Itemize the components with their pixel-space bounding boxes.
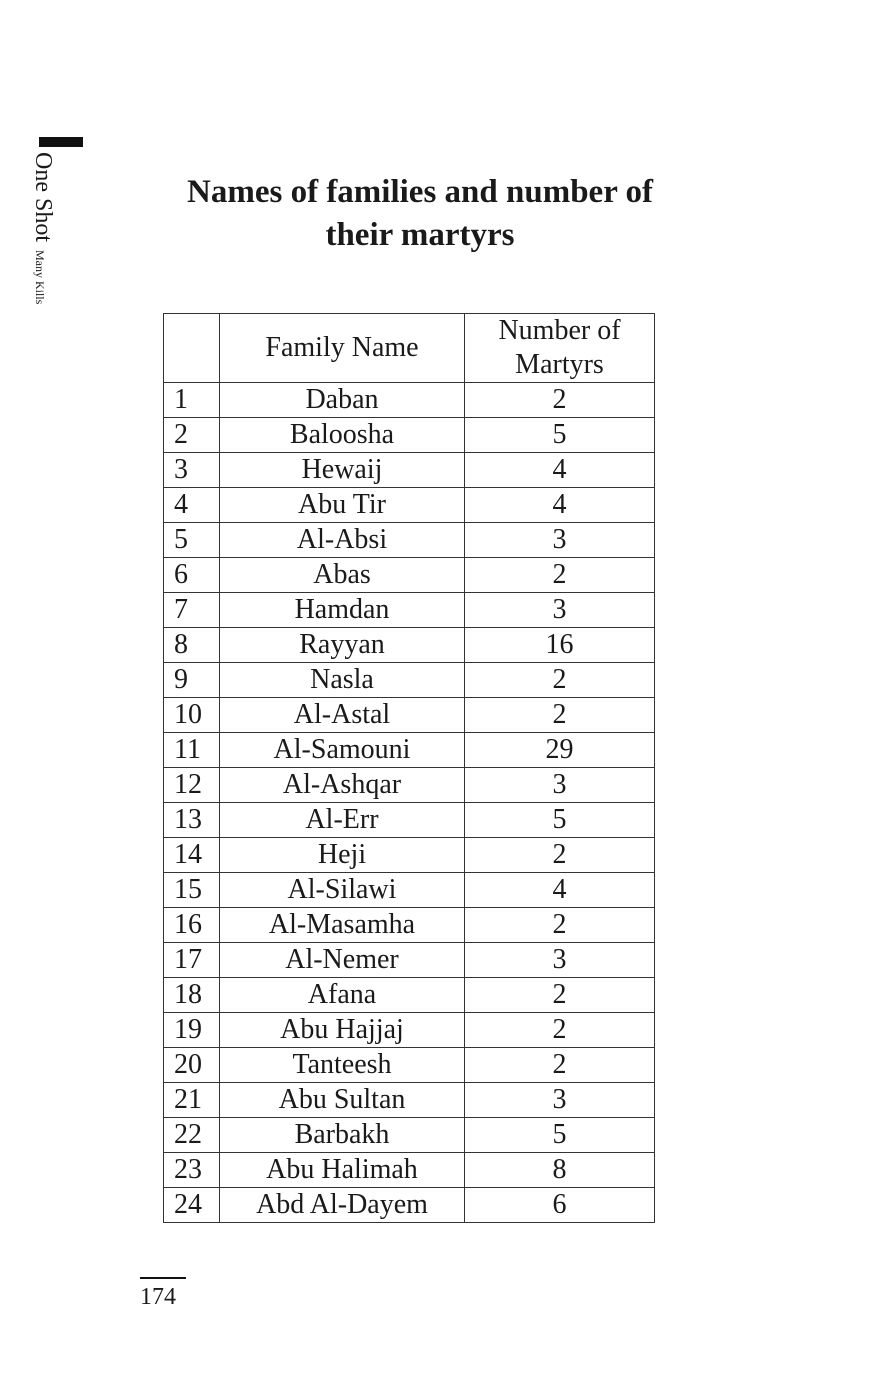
table-row xyxy=(164,383,655,418)
family-name-cell: Rayyan xyxy=(220,628,465,663)
family-name-cell: Al-Masamha xyxy=(220,908,465,943)
sidebar-book-title xyxy=(29,152,56,304)
table-row xyxy=(164,1153,655,1188)
family-name-cell: Al-Err xyxy=(220,803,465,838)
martyr-count-cell: 2 xyxy=(465,698,655,733)
table-row xyxy=(164,1013,655,1048)
row-index-cell: 13 xyxy=(164,803,220,838)
martyr-count-cell: 3 xyxy=(465,1083,655,1118)
family-name-cell: Al-Silawi xyxy=(220,873,465,908)
family-name-cell: Barbakh xyxy=(220,1118,465,1153)
page-title xyxy=(150,171,690,257)
martyr-count-cell: 2 xyxy=(465,978,655,1013)
table-row xyxy=(164,873,655,908)
table-row xyxy=(164,453,655,488)
table-body xyxy=(164,383,655,1223)
book-subtitle: Many Kills xyxy=(33,250,47,305)
row-index-cell: 22 xyxy=(164,1118,220,1153)
family-name-cell: Daban xyxy=(220,383,465,418)
table-row xyxy=(164,908,655,943)
row-index-cell: 3 xyxy=(164,453,220,488)
family-name-cell: Abu Tir xyxy=(220,488,465,523)
row-index-cell: 1 xyxy=(164,383,220,418)
martyr-count-cell: 2 xyxy=(465,1048,655,1083)
header-number-of-martyrs xyxy=(465,314,655,383)
footer-rule xyxy=(140,1277,186,1279)
row-index-cell: 11 xyxy=(164,733,220,768)
table-row xyxy=(164,558,655,593)
row-index-cell: 6 xyxy=(164,558,220,593)
header-index xyxy=(164,314,220,383)
martyr-count-cell: 16 xyxy=(465,628,655,663)
table-row xyxy=(164,1083,655,1118)
header-count-line-1: Number of xyxy=(498,315,621,346)
row-index-cell: 15 xyxy=(164,873,220,908)
martyr-count-cell: 2 xyxy=(465,558,655,593)
table-row xyxy=(164,523,655,558)
table-row xyxy=(164,593,655,628)
row-index-cell: 18 xyxy=(164,978,220,1013)
table-row xyxy=(164,418,655,453)
martyr-count-cell: 5 xyxy=(465,803,655,838)
family-name-cell: Baloosha xyxy=(220,418,465,453)
family-name-cell: Al-Absi xyxy=(220,523,465,558)
martyr-count-cell: 6 xyxy=(465,1188,655,1223)
martyr-count-cell: 5 xyxy=(465,1118,655,1153)
table-header-row xyxy=(164,314,655,383)
martyr-count-cell: 4 xyxy=(465,488,655,523)
family-name-cell: Al-Samouni xyxy=(220,733,465,768)
page-title-line-1: Names of families and number of xyxy=(187,174,653,210)
martyr-count-cell: 2 xyxy=(465,663,655,698)
row-index-cell: 24 xyxy=(164,1188,220,1223)
row-index-cell: 8 xyxy=(164,628,220,663)
family-name-cell: Al-Nemer xyxy=(220,943,465,978)
family-name-cell: Abu Halimah xyxy=(220,1153,465,1188)
book-title: One Shot xyxy=(30,152,56,242)
row-index-cell: 4 xyxy=(164,488,220,523)
header-count-line-2: Martyrs xyxy=(515,349,604,380)
page-number: 174 xyxy=(140,1284,176,1310)
martyr-count-cell: 2 xyxy=(465,838,655,873)
table-row xyxy=(164,733,655,768)
table-row xyxy=(164,978,655,1013)
table-row xyxy=(164,768,655,803)
family-name-cell: Abu Hajjaj xyxy=(220,1013,465,1048)
martyr-count-cell: 3 xyxy=(465,523,655,558)
family-name-cell: Al-Ashqar xyxy=(220,768,465,803)
row-index-cell: 21 xyxy=(164,1083,220,1118)
row-index-cell: 23 xyxy=(164,1153,220,1188)
martyr-count-cell: 3 xyxy=(465,943,655,978)
row-index-cell: 7 xyxy=(164,593,220,628)
table-row xyxy=(164,698,655,733)
martyr-count-cell: 29 xyxy=(465,733,655,768)
martyr-count-cell: 3 xyxy=(465,593,655,628)
row-index-cell: 5 xyxy=(164,523,220,558)
table-row xyxy=(164,488,655,523)
family-name-cell: Heji xyxy=(220,838,465,873)
header-family-name: Family Name xyxy=(220,314,465,383)
table-row xyxy=(164,1048,655,1083)
martyrs-table xyxy=(163,313,655,1223)
table-row xyxy=(164,1188,655,1223)
family-name-cell: Tanteesh xyxy=(220,1048,465,1083)
family-name-cell: Afana xyxy=(220,978,465,1013)
table-row xyxy=(164,838,655,873)
row-index-cell: 12 xyxy=(164,768,220,803)
row-index-cell: 16 xyxy=(164,908,220,943)
martyr-count-cell: 3 xyxy=(465,768,655,803)
row-index-cell: 17 xyxy=(164,943,220,978)
table-row xyxy=(164,628,655,663)
martyr-count-cell: 4 xyxy=(465,873,655,908)
martyr-count-cell: 2 xyxy=(465,383,655,418)
family-name-cell: Hewaij xyxy=(220,453,465,488)
martyr-count-cell: 2 xyxy=(465,908,655,943)
table-row xyxy=(164,803,655,838)
row-index-cell: 9 xyxy=(164,663,220,698)
table-row xyxy=(164,1118,655,1153)
martyr-count-cell: 8 xyxy=(465,1153,655,1188)
family-name-cell: Al-Astal xyxy=(220,698,465,733)
martyr-count-cell: 2 xyxy=(465,1013,655,1048)
family-name-cell: Abd Al-Dayem xyxy=(220,1188,465,1223)
row-index-cell: 2 xyxy=(164,418,220,453)
family-name-cell: Hamdan xyxy=(220,593,465,628)
martyr-count-cell: 5 xyxy=(465,418,655,453)
sidebar-marker-bar xyxy=(39,137,83,147)
row-index-cell: 10 xyxy=(164,698,220,733)
page-title-line-2: their martyrs xyxy=(325,217,515,253)
family-name-cell: Nasla xyxy=(220,663,465,698)
row-index-cell: 14 xyxy=(164,838,220,873)
row-index-cell: 19 xyxy=(164,1013,220,1048)
table-row xyxy=(164,663,655,698)
family-name-cell: Abu Sultan xyxy=(220,1083,465,1118)
martyr-count-cell: 4 xyxy=(465,453,655,488)
family-name-cell: Abas xyxy=(220,558,465,593)
table-row xyxy=(164,943,655,978)
row-index-cell: 20 xyxy=(164,1048,220,1083)
